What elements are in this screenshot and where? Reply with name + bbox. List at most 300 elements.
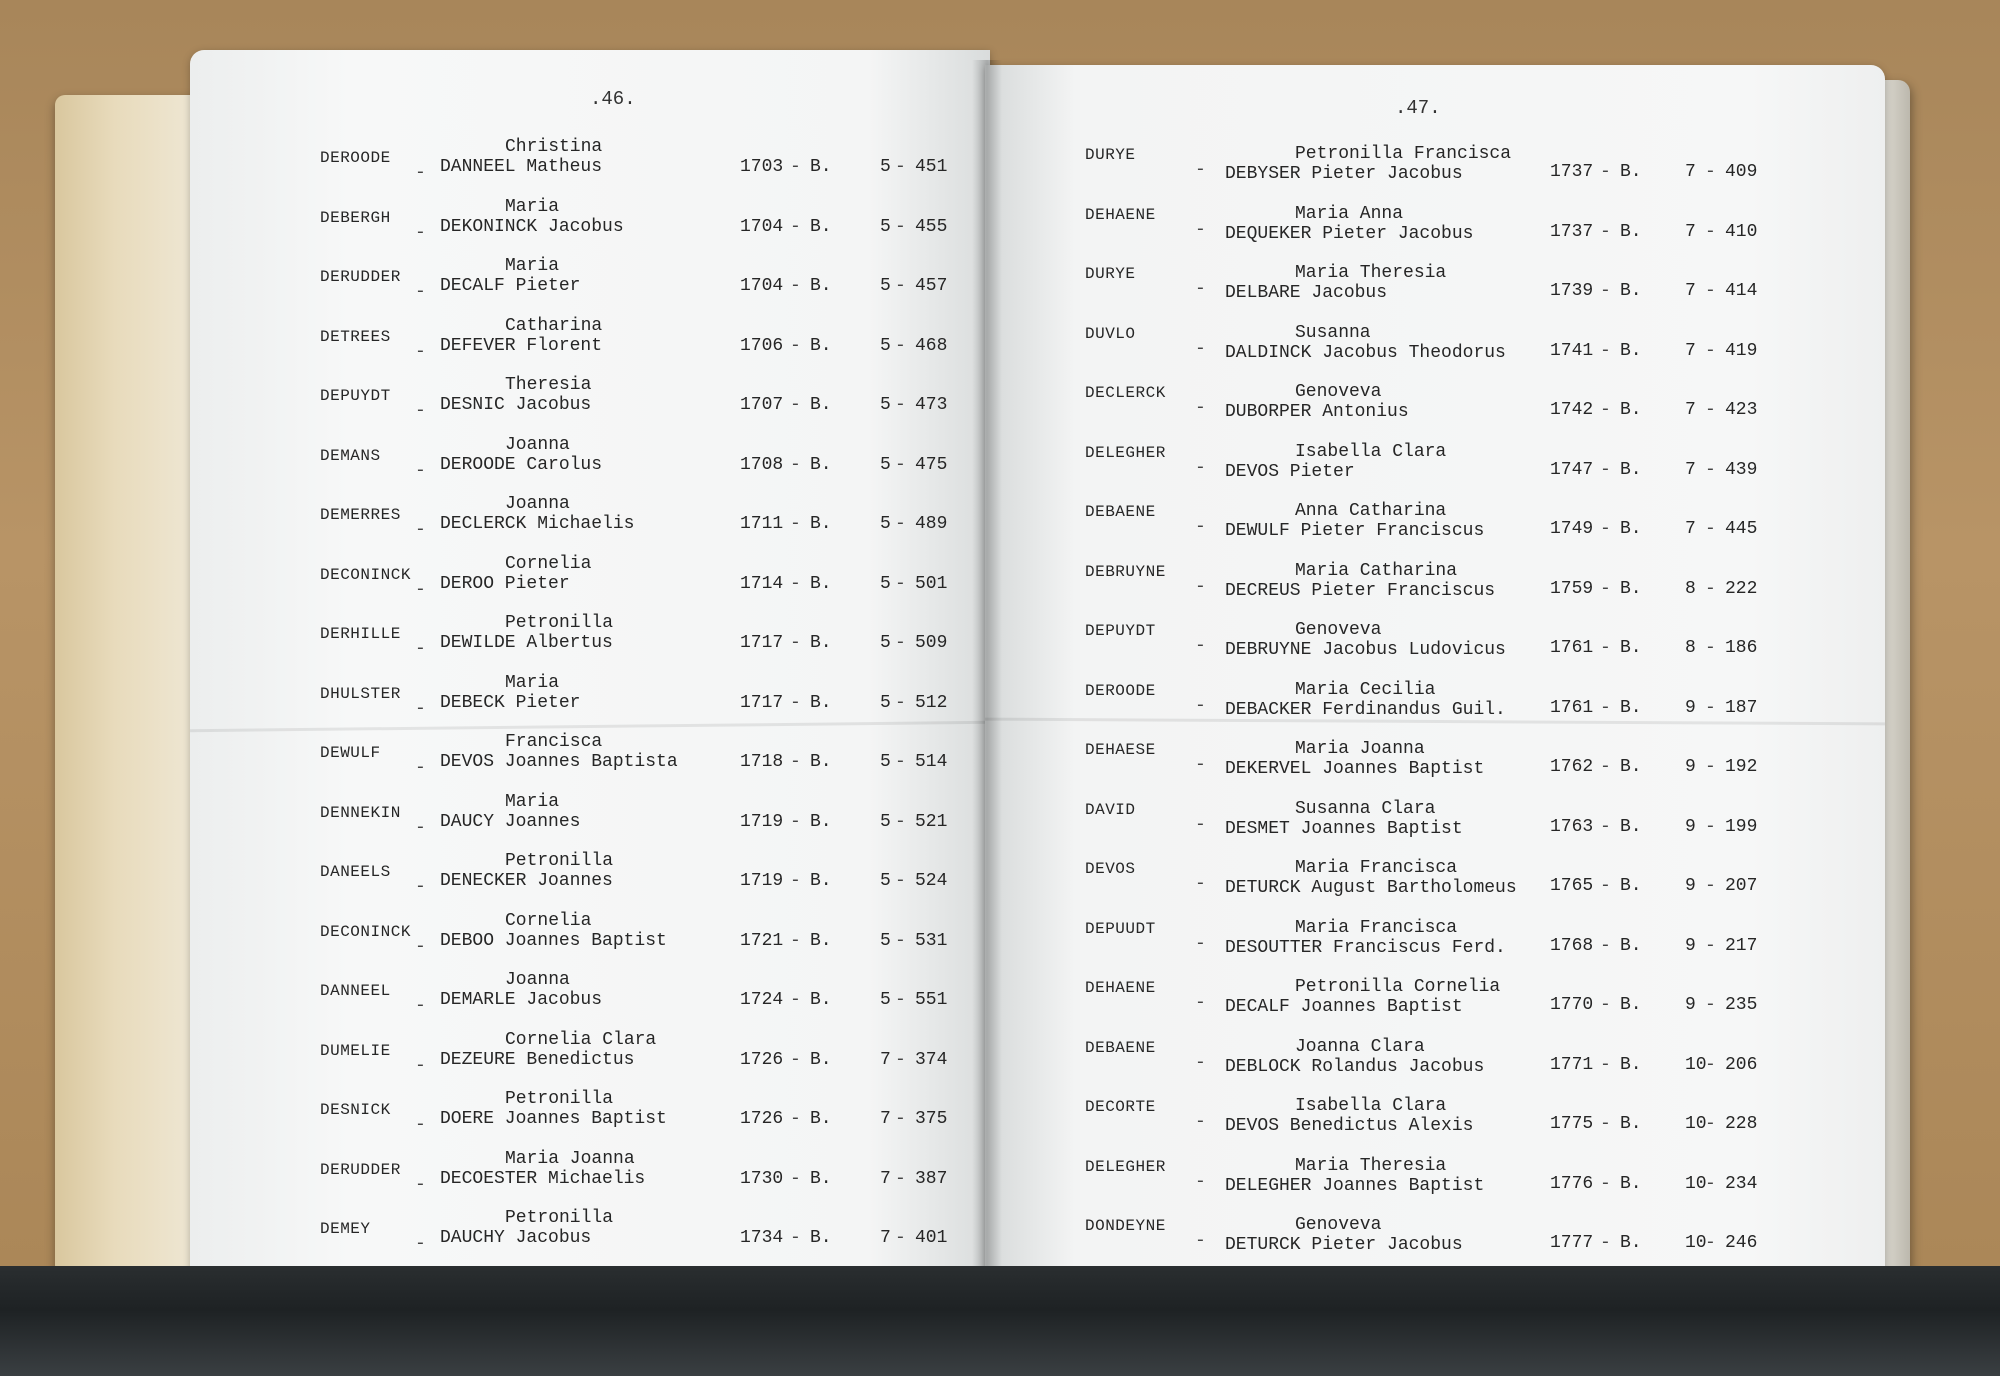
separator-dash: - bbox=[1600, 697, 1611, 718]
entry-folio: 217 bbox=[1725, 935, 1758, 956]
entry-folio: 473 bbox=[915, 395, 948, 415]
entry-volume: 9 bbox=[1685, 816, 1696, 837]
entry-volume: 5 bbox=[880, 633, 891, 653]
register-entry bbox=[190, 138, 990, 198]
separator-dash: - bbox=[415, 1115, 426, 1135]
register-entry bbox=[985, 621, 1885, 681]
register-entry bbox=[190, 614, 990, 674]
entry-record-type: B. bbox=[810, 1109, 832, 1129]
separator-dash: - bbox=[1600, 638, 1611, 658]
entry-surname: DAVID bbox=[1085, 800, 1136, 819]
entry-given-name: Genoveva bbox=[1295, 1215, 1382, 1235]
separator-dash: - bbox=[1600, 757, 1611, 777]
separator-dash: - bbox=[1195, 755, 1206, 775]
entry-spouse: DESNIC Jacobus bbox=[440, 395, 592, 415]
entry-folio: 375 bbox=[915, 1109, 948, 1129]
entry-spouse: DEWULF Pieter Franciscus bbox=[1225, 521, 1485, 541]
register-entry bbox=[985, 740, 1885, 800]
entry-surname: DANEELS bbox=[320, 863, 391, 881]
entry-folio: 187 bbox=[1725, 697, 1758, 718]
separator-dash: - bbox=[1600, 1233, 1611, 1253]
entry-volume: 5 bbox=[880, 276, 891, 296]
register-entry bbox=[190, 555, 990, 615]
separator-dash: - bbox=[1195, 219, 1206, 240]
separator-dash: - bbox=[790, 1228, 801, 1248]
entry-surname: DEBAENE bbox=[1085, 503, 1156, 521]
entry-record-type: B. bbox=[1620, 400, 1642, 420]
register-entry bbox=[985, 800, 1885, 860]
entry-volume: 10 bbox=[1685, 1054, 1707, 1075]
entry-record-type: B. bbox=[810, 276, 832, 296]
separator-dash: - bbox=[895, 633, 906, 653]
register-entry bbox=[190, 1031, 990, 1091]
separator-dash: - bbox=[1705, 1054, 1716, 1075]
separator-dash: - bbox=[415, 996, 426, 1016]
entry-record-type: B. bbox=[810, 811, 832, 832]
entry-volume: 7 bbox=[1685, 340, 1696, 361]
separator-dash: - bbox=[415, 579, 426, 600]
entry-year: 1718 bbox=[740, 752, 784, 772]
entry-volume: 5 bbox=[880, 454, 891, 475]
entry-year: 1749 bbox=[1550, 519, 1594, 539]
entry-given-name: Petronilla bbox=[505, 1089, 614, 1109]
entry-surname: DEROODE bbox=[320, 149, 391, 167]
separator-dash: - bbox=[895, 335, 906, 356]
separator-dash: - bbox=[1705, 162, 1716, 182]
entry-year: 1708 bbox=[740, 454, 784, 475]
entry-spouse: DETURCK August Bartholomeus bbox=[1225, 878, 1517, 898]
entry-record-type: B. bbox=[810, 1049, 832, 1070]
entry-given-name: Isabella Clara bbox=[1295, 1096, 1447, 1116]
entry-given-name: Maria Francisca bbox=[1295, 917, 1458, 938]
page-number-right: .47. bbox=[1395, 97, 1441, 119]
separator-dash: - bbox=[1195, 874, 1206, 894]
entry-spouse: DEBYSER Pieter Jacobus bbox=[1225, 164, 1463, 184]
separator-dash: - bbox=[1195, 279, 1206, 299]
separator-dash: - bbox=[1705, 757, 1716, 777]
entry-record-type: B. bbox=[1620, 578, 1642, 599]
entry-surname: DECONINCK bbox=[320, 922, 411, 941]
entry-given-name: Francisca bbox=[505, 732, 603, 752]
entry-given-name: Petronilla Cornelia bbox=[1295, 977, 1501, 997]
entry-surname: DEBAENE bbox=[1085, 1038, 1156, 1057]
entry-surname: DERUDDER bbox=[320, 268, 401, 286]
entry-given-name: Maria bbox=[505, 196, 560, 217]
entry-given-name: Joanna bbox=[505, 970, 570, 990]
entry-year: 1704 bbox=[740, 216, 784, 237]
entry-year: 1777 bbox=[1550, 1233, 1594, 1253]
separator-dash: - bbox=[790, 930, 801, 951]
separator-dash: - bbox=[1600, 221, 1611, 242]
separator-dash: - bbox=[790, 514, 801, 534]
entry-folio: 409 bbox=[1725, 162, 1758, 182]
separator-dash: - bbox=[415, 401, 426, 421]
entry-folio: 531 bbox=[915, 930, 948, 951]
entry-given-name: Maria Anna bbox=[1295, 203, 1404, 224]
entry-spouse: DEVOS Joannes Baptista bbox=[440, 752, 678, 772]
entry-folio: 423 bbox=[1725, 400, 1758, 420]
separator-dash: - bbox=[1195, 1171, 1206, 1192]
entry-given-name: Maria Theresia bbox=[1295, 263, 1447, 283]
separator-dash: - bbox=[415, 163, 426, 183]
separator-dash: - bbox=[415, 460, 426, 481]
entry-record-type: B. bbox=[1620, 519, 1642, 539]
entry-surname: DANNEEL bbox=[320, 982, 391, 1000]
separator-dash: - bbox=[895, 454, 906, 475]
entry-spouse: DEBACKER Ferdinandus Guil. bbox=[1225, 699, 1506, 720]
entry-given-name: Christina bbox=[505, 137, 603, 157]
entry-record-type: B. bbox=[1620, 459, 1642, 480]
separator-dash: - bbox=[1195, 933, 1206, 954]
entry-folio: 186 bbox=[1725, 638, 1758, 658]
entry-folio: 410 bbox=[1725, 221, 1758, 242]
register-entry bbox=[985, 1038, 1885, 1098]
entry-given-name: Joanna Clara bbox=[1295, 1036, 1425, 1057]
entry-record-type: B. bbox=[1620, 1233, 1642, 1253]
separator-dash: - bbox=[415, 282, 426, 302]
entry-record-type: B. bbox=[810, 514, 832, 534]
entry-given-name: Susanna Clara bbox=[1295, 798, 1436, 819]
entry-spouse: DEBECK Pieter bbox=[440, 692, 581, 713]
entry-year: 1724 bbox=[740, 990, 784, 1010]
separator-dash: - bbox=[1600, 1173, 1611, 1194]
register-entry bbox=[190, 495, 990, 555]
entry-surname: DEMERRES bbox=[320, 506, 401, 524]
entry-spouse: DAUCHY Jacobus bbox=[440, 1228, 592, 1248]
entry-spouse: DANNEEL Matheus bbox=[440, 157, 603, 177]
entry-record-type: B. bbox=[1620, 1173, 1642, 1194]
entry-given-name: Maria Theresia bbox=[1295, 1155, 1447, 1176]
entry-volume: 8 bbox=[1685, 578, 1696, 599]
entry-volume: 7 bbox=[1685, 459, 1696, 480]
entry-year: 1742 bbox=[1550, 400, 1594, 420]
register-entry bbox=[190, 317, 990, 377]
entry-record-type: B. bbox=[810, 692, 832, 713]
entry-volume: 5 bbox=[880, 514, 891, 534]
entry-year: 1719 bbox=[740, 871, 784, 891]
entry-surname: DEPUYDT bbox=[1085, 622, 1156, 640]
separator-dash: - bbox=[1705, 459, 1716, 480]
separator-dash: - bbox=[1600, 340, 1611, 361]
entry-volume: 7 bbox=[880, 1109, 891, 1129]
separator-dash: - bbox=[415, 877, 426, 897]
separator-dash: - bbox=[1195, 993, 1206, 1013]
entry-record-type: B. bbox=[810, 573, 832, 594]
separator-dash: - bbox=[895, 573, 906, 594]
separator-dash: - bbox=[1600, 995, 1611, 1015]
entry-record-type: B. bbox=[810, 395, 832, 415]
separator-dash: - bbox=[1600, 816, 1611, 837]
separator-dash: - bbox=[1600, 281, 1611, 301]
entry-year: 1765 bbox=[1550, 876, 1594, 896]
entry-volume: 9 bbox=[1685, 935, 1696, 956]
register-entry bbox=[190, 376, 990, 436]
register-entry bbox=[190, 1209, 990, 1269]
entry-given-name: Catharina bbox=[505, 315, 603, 336]
entry-spouse: DEWILDE Albertus bbox=[440, 633, 613, 653]
separator-dash: - bbox=[1705, 519, 1716, 539]
entry-surname: DEHAESE bbox=[1085, 741, 1156, 759]
separator-dash: - bbox=[895, 1049, 906, 1070]
separator-dash: - bbox=[1705, 935, 1716, 956]
entry-given-name: Maria Joanna bbox=[1295, 739, 1425, 759]
entry-record-type: B. bbox=[1620, 876, 1642, 896]
entry-surname: DEWULF bbox=[320, 744, 381, 762]
separator-dash: - bbox=[790, 990, 801, 1010]
entry-volume: 5 bbox=[880, 811, 891, 832]
entry-volume: 7 bbox=[880, 1049, 891, 1070]
entry-spouse: DETURCK Pieter Jacobus bbox=[1225, 1235, 1463, 1255]
separator-dash: - bbox=[895, 811, 906, 832]
separator-dash: - bbox=[790, 216, 801, 237]
entry-folio: 455 bbox=[915, 216, 948, 237]
entry-record-type: B. bbox=[1620, 340, 1642, 361]
entry-given-name: Petronilla Francisca bbox=[1295, 144, 1512, 164]
entry-volume: 7 bbox=[1685, 519, 1696, 539]
separator-dash: - bbox=[790, 633, 801, 653]
separator-dash: - bbox=[790, 811, 801, 832]
separator-dash: - bbox=[415, 817, 426, 838]
separator-dash: - bbox=[895, 1228, 906, 1248]
separator-dash: - bbox=[790, 573, 801, 594]
entry-folio: 524 bbox=[915, 871, 948, 891]
entry-folio: 514 bbox=[915, 752, 948, 772]
separator-dash: - bbox=[415, 1174, 426, 1195]
separator-dash: - bbox=[415, 520, 426, 540]
entry-record-type: B. bbox=[1620, 221, 1642, 242]
entry-spouse: DAUCY Joannes bbox=[440, 811, 581, 832]
separator-dash: - bbox=[1195, 814, 1206, 835]
entry-spouse: DENECKER Joannes bbox=[440, 871, 613, 891]
entry-spouse: DEQUEKER Pieter Jacobus bbox=[1225, 223, 1474, 244]
entry-year: 1737 bbox=[1550, 162, 1594, 182]
entry-volume: 9 bbox=[1685, 876, 1696, 896]
entry-spouse: DEBLOCK Rolandus Jacobus bbox=[1225, 1056, 1485, 1077]
entry-spouse: DEKONINCK Jacobus bbox=[440, 216, 624, 237]
entry-year: 1761 bbox=[1550, 638, 1594, 658]
entry-year: 1717 bbox=[740, 692, 784, 713]
entry-folio: 445 bbox=[1725, 519, 1758, 539]
separator-dash: - bbox=[1195, 517, 1206, 537]
entry-spouse: DECALF Joannes Baptist bbox=[1225, 997, 1463, 1017]
entry-given-name: Maria Francisca bbox=[1295, 858, 1458, 878]
separator-dash: - bbox=[1600, 400, 1611, 420]
register-entry bbox=[190, 971, 990, 1031]
entry-given-name: Cornelia bbox=[505, 553, 592, 574]
entry-surname: DEHAENE bbox=[1085, 979, 1156, 997]
entry-given-name: Cornelia Clara bbox=[505, 1029, 657, 1050]
entry-given-name: Genoveva bbox=[1295, 382, 1382, 402]
entry-record-type: B. bbox=[810, 157, 832, 177]
entry-volume: 7 bbox=[880, 1168, 891, 1189]
entry-year: 1759 bbox=[1550, 578, 1594, 599]
separator-dash: - bbox=[415, 1055, 426, 1076]
separator-dash: - bbox=[790, 395, 801, 415]
entry-volume: 7 bbox=[1685, 221, 1696, 242]
entry-folio: 401 bbox=[915, 1228, 948, 1248]
separator-dash: - bbox=[415, 341, 426, 362]
separator-dash: - bbox=[1195, 695, 1206, 716]
separator-dash: - bbox=[415, 222, 426, 243]
entry-folio: 451 bbox=[915, 157, 948, 177]
entry-surname: DELEGHER bbox=[1085, 1157, 1166, 1176]
separator-dash: - bbox=[895, 692, 906, 713]
entry-surname: DURYE bbox=[1085, 265, 1136, 283]
entry-folio: 414 bbox=[1725, 281, 1758, 301]
entry-given-name: Theresia bbox=[505, 375, 592, 395]
separator-dash: - bbox=[895, 752, 906, 772]
entry-surname: DUVLO bbox=[1085, 324, 1136, 343]
entry-surname: DEMEY bbox=[320, 1220, 371, 1238]
entry-volume: 10 bbox=[1685, 1233, 1707, 1253]
register-entry bbox=[985, 1157, 1885, 1217]
entry-volume: 5 bbox=[880, 157, 891, 177]
separator-dash: - bbox=[1195, 160, 1206, 180]
entry-year: 1739 bbox=[1550, 281, 1594, 301]
separator-dash: - bbox=[1600, 1054, 1611, 1075]
entry-volume: 5 bbox=[880, 335, 891, 356]
entry-folio: 387 bbox=[915, 1168, 948, 1189]
entry-volume: 5 bbox=[880, 692, 891, 713]
separator-dash: - bbox=[1600, 935, 1611, 956]
entry-volume: 5 bbox=[880, 752, 891, 772]
entry-surname: DECORTE bbox=[1085, 1098, 1156, 1116]
register-entry bbox=[985, 859, 1885, 919]
separator-dash: - bbox=[895, 514, 906, 534]
entry-record-type: B. bbox=[810, 335, 832, 356]
separator-dash: - bbox=[790, 1168, 801, 1189]
separator-dash: - bbox=[1705, 697, 1716, 718]
register-entry bbox=[985, 443, 1885, 503]
entry-year: 1762 bbox=[1550, 757, 1594, 777]
entry-record-type: B. bbox=[810, 1168, 832, 1189]
entry-year: 1717 bbox=[740, 633, 784, 653]
separator-dash: - bbox=[1705, 221, 1716, 242]
entry-spouse: DEROODE Carolus bbox=[440, 454, 603, 475]
entry-spouse: DOERE Joannes Baptist bbox=[440, 1109, 667, 1129]
desk-edge bbox=[0, 1266, 2000, 1376]
separator-dash: - bbox=[1600, 578, 1611, 599]
separator-dash: - bbox=[1195, 1231, 1206, 1251]
separator-dash: - bbox=[1195, 457, 1206, 478]
entry-given-name: Maria bbox=[505, 791, 560, 812]
separator-dash: - bbox=[895, 871, 906, 891]
separator-dash: - bbox=[1195, 636, 1206, 656]
register-entry bbox=[190, 852, 990, 912]
entry-surname: DEBRUYNE bbox=[1085, 562, 1166, 581]
entry-spouse: DECOESTER Michaelis bbox=[440, 1168, 646, 1189]
entry-given-name: Isabella Clara bbox=[1295, 441, 1447, 462]
entry-surname: DECLERCK bbox=[1085, 384, 1166, 402]
separator-dash: - bbox=[1705, 340, 1716, 361]
separator-dash: - bbox=[1705, 995, 1716, 1015]
entry-volume: 10 bbox=[1685, 1114, 1707, 1134]
entry-volume: 5 bbox=[880, 930, 891, 951]
entry-surname: DELEGHER bbox=[1085, 443, 1166, 462]
entry-folio: 468 bbox=[915, 335, 948, 356]
entry-folio: 489 bbox=[915, 514, 948, 534]
entry-folio: 439 bbox=[1725, 459, 1758, 480]
entry-surname: DEBERGH bbox=[320, 208, 391, 227]
entry-year: 1734 bbox=[740, 1228, 784, 1248]
register-entry bbox=[985, 681, 1885, 741]
entry-year: 1711 bbox=[740, 514, 784, 534]
left-page bbox=[190, 50, 990, 1335]
entry-spouse: DELEGHER Joannes Baptist bbox=[1225, 1175, 1485, 1196]
entry-spouse: DEVOS Pieter bbox=[1225, 461, 1355, 482]
entry-volume: 5 bbox=[880, 573, 891, 594]
entry-record-type: B. bbox=[1620, 1114, 1642, 1134]
separator-dash: - bbox=[895, 990, 906, 1010]
entry-record-type: B. bbox=[810, 930, 832, 951]
entry-year: 1707 bbox=[740, 395, 784, 415]
entry-record-type: B. bbox=[810, 1228, 832, 1248]
entry-spouse: DEVOS Benedictus Alexis bbox=[1225, 1116, 1474, 1136]
entry-year: 1703 bbox=[740, 157, 784, 177]
entry-volume: 9 bbox=[1685, 757, 1696, 777]
entry-given-name: Anna Catharina bbox=[1295, 501, 1447, 521]
entry-given-name: Susanna bbox=[1295, 322, 1371, 343]
register-entry bbox=[985, 562, 1885, 622]
separator-dash: - bbox=[1195, 338, 1206, 359]
separator-dash: - bbox=[1705, 638, 1716, 658]
entry-year: 1747 bbox=[1550, 459, 1594, 480]
entry-spouse: DEFEVER Florent bbox=[440, 335, 603, 356]
entry-spouse: DESMET Joannes Baptist bbox=[1225, 818, 1463, 839]
entry-volume: 9 bbox=[1685, 995, 1696, 1015]
entry-surname: DESNICK bbox=[320, 1101, 391, 1119]
entry-year: 1768 bbox=[1550, 935, 1594, 956]
entry-volume: 7 bbox=[1685, 400, 1696, 420]
entry-record-type: B. bbox=[810, 454, 832, 475]
entry-given-name: Maria Cecilia bbox=[1295, 679, 1436, 700]
separator-dash: - bbox=[415, 936, 426, 957]
register-entry bbox=[190, 912, 990, 972]
entry-year: 1721 bbox=[740, 930, 784, 951]
entry-spouse: DEROO Pieter bbox=[440, 573, 570, 594]
register-entry bbox=[985, 919, 1885, 979]
separator-dash: - bbox=[1600, 459, 1611, 480]
entry-surname: DEHAENE bbox=[1085, 205, 1156, 224]
book-block-left-edge bbox=[55, 95, 205, 1275]
entry-surname: DEPUUDT bbox=[1085, 919, 1156, 938]
entry-record-type: B. bbox=[810, 871, 832, 891]
register-entry bbox=[985, 978, 1885, 1038]
entry-folio: 509 bbox=[915, 633, 948, 653]
entry-given-name: Maria Joanna bbox=[505, 1148, 635, 1169]
separator-dash: - bbox=[1705, 1233, 1716, 1253]
entry-year: 1771 bbox=[1550, 1054, 1594, 1075]
separator-dash: - bbox=[1195, 576, 1206, 597]
entry-spouse: DUBORPER Antonius bbox=[1225, 402, 1409, 422]
register-entry bbox=[190, 257, 990, 317]
entry-record-type: B. bbox=[1620, 816, 1642, 837]
entry-folio: 521 bbox=[915, 811, 948, 832]
entry-year: 1719 bbox=[740, 811, 784, 832]
separator-dash: - bbox=[415, 758, 426, 778]
separator-dash: - bbox=[1705, 1173, 1716, 1194]
entry-given-name: Joanna bbox=[505, 434, 570, 455]
entry-given-name: Maria bbox=[505, 672, 560, 693]
register-entry bbox=[985, 324, 1885, 384]
entry-given-name: Joanna bbox=[505, 494, 570, 514]
entry-folio: 199 bbox=[1725, 816, 1758, 837]
separator-dash: - bbox=[790, 752, 801, 772]
separator-dash: - bbox=[790, 692, 801, 713]
entry-volume: 7 bbox=[1685, 162, 1696, 182]
entry-record-type: B. bbox=[1620, 935, 1642, 956]
entry-surname: DERUDDER bbox=[320, 1160, 401, 1179]
